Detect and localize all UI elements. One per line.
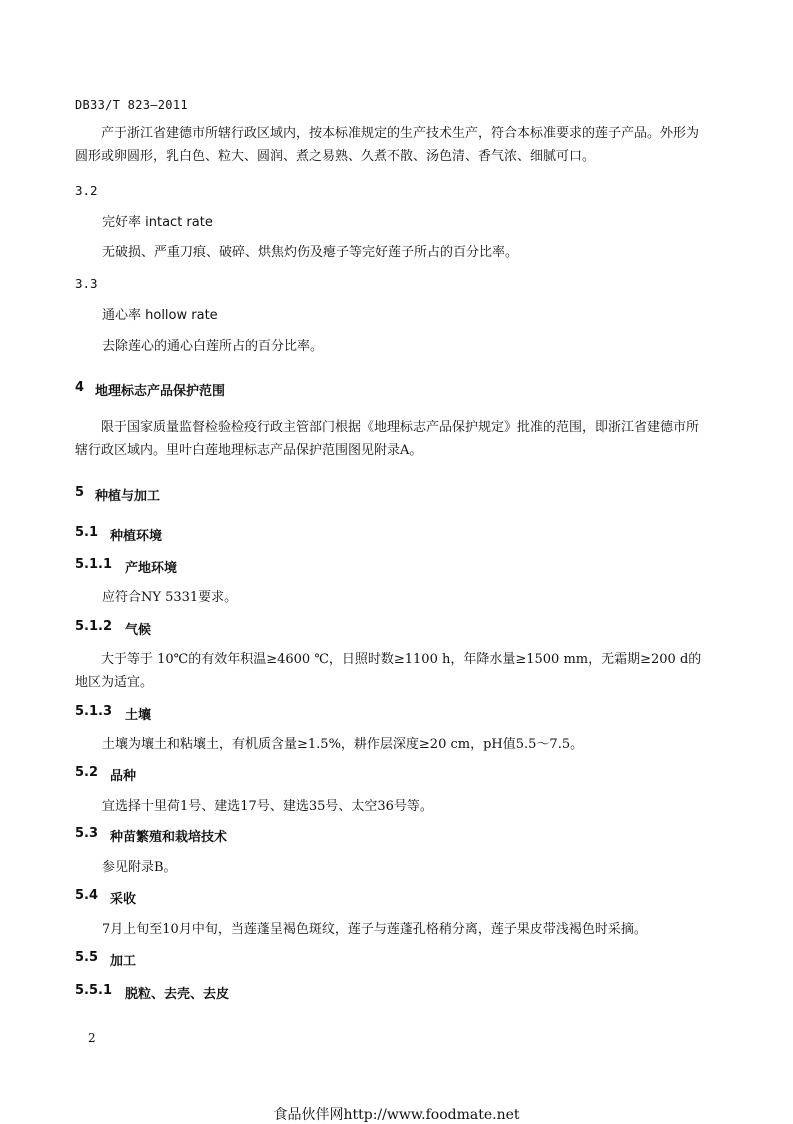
section-5-3-text: 参见附录B。 xyxy=(102,860,177,875)
section-3-2-definition: 无破损、严重刀痕、破碎、烘焦灼伤及瘪子等完好莲子所占的百分比率。 xyxy=(102,245,519,260)
section-5-1-3-title: 土壤 xyxy=(125,708,152,723)
section-5-5-1-title: 脱粒、去壳、去皮 xyxy=(125,987,230,1002)
section-5-2-number: 5.2 xyxy=(75,765,99,780)
section-5-1-2-title: 气候 xyxy=(125,623,152,638)
section-5-5-title: 加工 xyxy=(110,954,137,969)
section-5-1-1-text: 应符合NY 5331要求。 xyxy=(102,590,238,605)
section-3-3-number: 3.3 xyxy=(75,276,98,291)
section-5-2-title: 品种 xyxy=(110,769,137,784)
section-3-3-term: 通心率 hollow rate xyxy=(102,308,218,323)
intro-paragraph: 产于浙江省建德市所辖行政区域内，按本标准规定的生产技术生产，符合本标准要求的莲子产品。外形为圆形或卵圆形，乳白色、粒大、圆润、煮之易熟、久煮不散、汤色清、香气浓、细腻可口。 xyxy=(75,126,700,164)
section-3-2-term: 完好率 intact rate xyxy=(102,215,213,230)
footer-watermark: 食品伙伴网http://www.foodmate.net xyxy=(273,1107,520,1123)
section-5-4-title: 采收 xyxy=(110,892,137,907)
section-5-title: 种植与加工 xyxy=(95,489,161,504)
page-number: 2 xyxy=(88,1031,96,1045)
section-5-1-2-number: 5.1.2 xyxy=(75,619,113,634)
section-4-number: 4 xyxy=(75,380,85,395)
section-3-2-number: 3.2 xyxy=(75,183,98,198)
section-5-1-3-text: 土壤为壤土和粘壤土，有机质含量≥1.5%，耕作层深度≥20 cm，pH值5.5～7.5。 xyxy=(102,737,584,752)
section-5-number: 5 xyxy=(75,485,85,500)
section-5-1-1-title: 产地环境 xyxy=(125,561,178,576)
section-5-2-text: 宜选择十里荷1号、建选17号、建选35号、太空36号等。 xyxy=(102,799,433,814)
section-4-title: 地理标志产品保护范围 xyxy=(95,384,226,399)
section-5-4-text: 7月上旬至10月中旬，当莲蓬呈褐色斑纹，莲子与莲蓬孔格稍分离，莲子果皮带浅褐色时采摘。 xyxy=(102,922,647,937)
section-5-5-1-number: 5.5.1 xyxy=(75,983,113,998)
section-4-text: 限于国家质量监督检验检疫行政主管部门根据《地理标志产品保护规定》批准的范围，即浙江省建德市所辖行政区域内。里叶白莲地理标志产品保护范围图见附录A。 xyxy=(75,420,700,458)
section-5-1-1-number: 5.1.1 xyxy=(75,557,113,572)
section-5-1-2-text: 大于等于 10℃的有效年积温≥4600 ℃，日照时数≥1100 h，年降水量≥1500 mm，无霜期≥200 d的地区为适宜。 xyxy=(75,652,702,690)
section-5-1-number: 5.1 xyxy=(75,525,99,540)
document-id-header: DB33/T 823—2011 xyxy=(75,98,188,112)
section-5-1-3-number: 5.1.3 xyxy=(75,704,113,719)
section-5-4-number: 5.4 xyxy=(75,888,99,903)
section-5-5-number: 5.5 xyxy=(75,950,99,965)
section-5-1-title: 种植环境 xyxy=(110,529,163,544)
section-5-3-number: 5.3 xyxy=(75,826,99,841)
section-5-3-title: 种苗繁殖和栽培技术 xyxy=(110,830,228,845)
section-3-3-definition: 去除莲心的通心白莲所占的百分比率。 xyxy=(102,339,324,354)
